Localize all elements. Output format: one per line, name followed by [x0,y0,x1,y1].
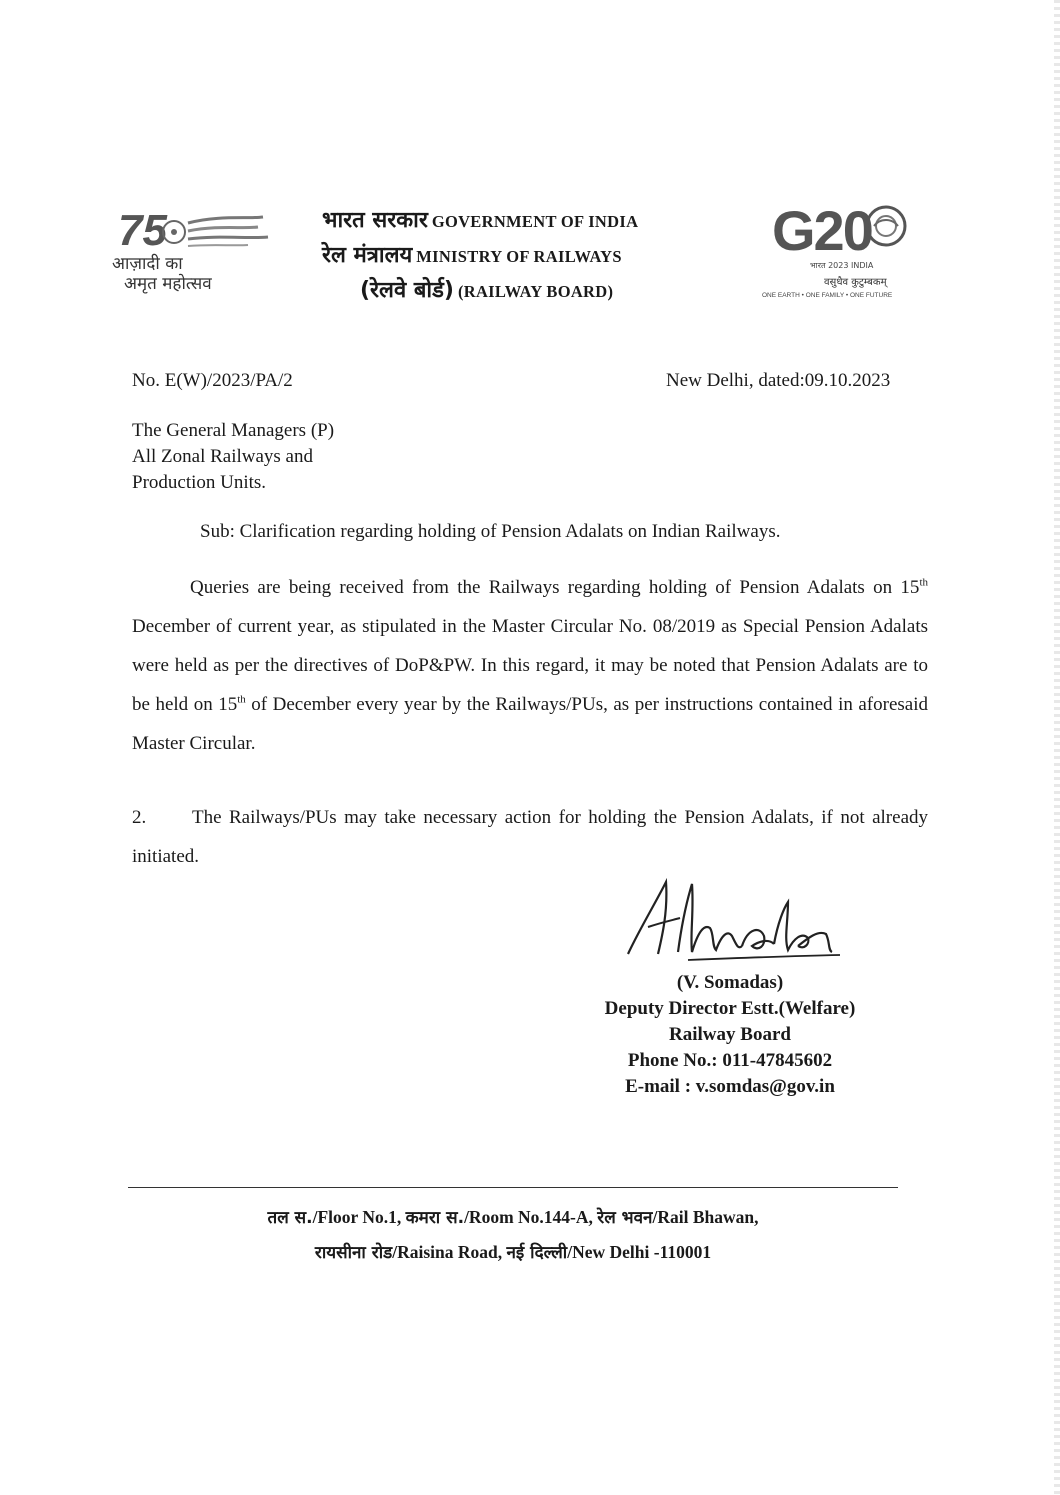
footer-hi-room: कमरा स. [405,1208,465,1228]
signatory-phone: Phone No.: 011-47845602 [627,1050,833,1071]
letter-date: New Delhi, dated:09.10.2023 [666,370,891,391]
header-english-ministry: MINISTRY OF RAILWAYS [416,247,622,266]
signatory-name: (V. Somadas) [676,972,784,993]
header-line-board [322,273,742,308]
signatory-email: E-mail : v.somdas@gov.in [625,1076,835,1097]
addressee-line: All Zonal Railways and [132,446,313,467]
footer-hi-city: नई दिल्ली [506,1243,568,1263]
footer-en-bhawan: /Rail Bhawan, [652,1207,759,1227]
globe-lotus-icon [864,204,908,248]
logo-text-line2: अमृत महोत्सव [124,274,212,294]
para2-number: 2. [132,807,147,828]
para1-sup-b: th [237,693,246,706]
azadi-ka-amrit-mahotsav-logo [108,205,288,295]
subject-line: Sub: Clarification regarding holding of Pension Adalats on Indian Railways. [200,521,781,542]
footer-line-1 [128,1200,898,1235]
para1-text-a: Queries are being received from the Railways regarding holding of Pension Adalats on 15 [190,577,920,598]
header-line-govt [322,203,742,238]
g20-sub-line2: वसुधैव कुटुम्बकम् [824,277,887,288]
handwritten-signature [618,872,848,972]
header-english-board: (RAILWAY BOARD) [457,282,614,301]
letterhead [322,203,742,308]
header-line-ministry [322,238,742,273]
paragraph-2 [132,798,928,876]
header-hindi-govt: भारत सरकार [322,208,428,233]
footer-en-room: /Room No.144-A, [464,1207,598,1227]
para1-text-b: December of current year, as stipulated in the Master Circular No. 08/2019 as Special Pension Adalats were held as per the directives of DoP&PW. In this regard, it may be noted that Pension Adalats are to be held on 15 [132,616,928,715]
svg-text:75: 75 [118,206,167,255]
footer-line-2 [128,1235,898,1270]
g20-logo [762,198,932,308]
header-hindi-ministry: रेल मंत्रालय [322,243,413,268]
signatory-block [520,970,940,1100]
para1-text-c: of December every year by the Railways/PUs, as per instructions contained in aforesaid Master Circular. [132,694,928,754]
header-english-govt: GOVERNMENT OF INDIA [431,212,639,231]
footer-en-city: /New Delhi -110001 [567,1242,712,1262]
signatory-office: Railway Board [669,1024,791,1045]
para2-text: The Railways/PUs may take necessary action for holding the Pension Adalats, if not already initiated. [132,807,928,867]
para1-sup-a: th [919,576,928,589]
paragraph-1 [132,568,928,763]
header-hindi-board: (रेलवे बोर्ड) [360,278,454,303]
g20-sub-line1: भारत 2023 INDIA [810,261,874,270]
footer-en-floor: /Floor No.1, [312,1207,406,1227]
footer-hi-road: रायसीना रोड [314,1243,393,1263]
signature-icon [618,872,848,967]
reference-number: No. E(W)/2023/PA/2 [132,370,293,391]
addressee-line: The General Managers (P) [132,420,335,441]
footer-address [128,1200,898,1270]
footer-en-road: /Raisina Road, [392,1242,507,1262]
addressee-block [132,418,334,496]
footer-divider [128,1187,898,1188]
amrit-mahotsav-icon [108,205,288,255]
g20-mark: G20 [772,199,872,262]
signatory-designation: Deputy Director Estt.(Welfare) [604,998,856,1019]
addressee-line: Production Units. [132,472,267,493]
logo-text-line1: आज़ादी का [112,254,183,274]
g20-sub-line3: ONE EARTH • ONE FAMILY • ONE FUTURE [762,292,893,299]
scan-edge [1054,0,1060,1495]
footer-hi-bhawan: रेल भवन [597,1208,653,1228]
footer-hi-floor: तल स. [267,1208,313,1228]
